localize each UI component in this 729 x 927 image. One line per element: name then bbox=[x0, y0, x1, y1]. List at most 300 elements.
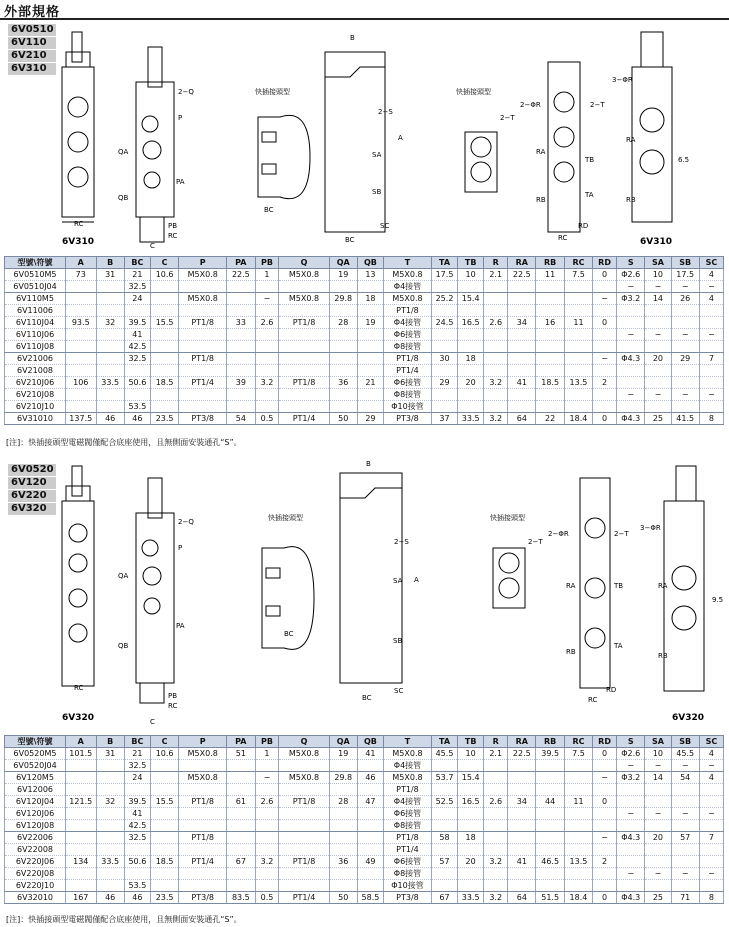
table-cell bbox=[227, 305, 255, 317]
table-cell bbox=[671, 784, 699, 796]
table-cell: 41.5 bbox=[671, 413, 699, 425]
table-cell bbox=[96, 844, 124, 856]
model-tag: 6V220 bbox=[8, 490, 56, 502]
table-cell: PT3/8 bbox=[179, 413, 227, 425]
table-cell: 18.4 bbox=[564, 892, 592, 904]
table-cell bbox=[536, 305, 564, 317]
table-row bbox=[5, 353, 724, 365]
table-row bbox=[5, 305, 724, 317]
table-cell: 45.5 bbox=[671, 748, 699, 760]
table-cell bbox=[329, 401, 357, 413]
column-header: SC bbox=[699, 257, 723, 269]
table-cell: 46.5 bbox=[536, 856, 564, 868]
table-cell: 19 bbox=[329, 748, 357, 760]
table-cell: 34 bbox=[508, 796, 536, 808]
table-cell: 6V0520J04 bbox=[5, 760, 66, 772]
table-cell: PT3/8 bbox=[384, 413, 432, 425]
table-cell bbox=[329, 341, 357, 353]
table-cell: 33.5 bbox=[458, 892, 484, 904]
table-cell: 37 bbox=[431, 413, 457, 425]
table-cell bbox=[593, 784, 617, 796]
table-cell: 6V110J06 bbox=[5, 329, 66, 341]
table-cell bbox=[227, 389, 255, 401]
table-cell bbox=[66, 281, 97, 293]
column-header: TA bbox=[431, 736, 457, 748]
dim-label: RB bbox=[626, 196, 636, 204]
table-cell bbox=[593, 305, 617, 317]
dim-label: 2−ΦR bbox=[548, 530, 569, 538]
table-cell bbox=[617, 820, 645, 832]
table-cell bbox=[66, 772, 97, 784]
table-cell bbox=[357, 401, 383, 413]
table-cell bbox=[431, 808, 457, 820]
model-tag: 6V120 bbox=[8, 477, 56, 489]
technical-drawing-1 bbox=[0, 22, 729, 252]
table-cell: 46 bbox=[96, 892, 124, 904]
table-cell: 6V0520M5 bbox=[5, 748, 66, 760]
table-cell bbox=[458, 784, 484, 796]
column-header: T bbox=[384, 736, 432, 748]
column-header: BC bbox=[124, 736, 150, 748]
table-cell bbox=[66, 880, 97, 892]
table-cell bbox=[458, 305, 484, 317]
table-cell bbox=[227, 760, 255, 772]
table-cell: 18 bbox=[357, 293, 383, 305]
table-cell: 46 bbox=[124, 892, 150, 904]
table-cell: 6V210J10 bbox=[5, 401, 66, 413]
table-cell: 28 bbox=[329, 796, 357, 808]
table-cell bbox=[150, 760, 178, 772]
view-label: 6V320 bbox=[62, 713, 95, 723]
column-header: RD bbox=[593, 257, 617, 269]
table-cell bbox=[255, 401, 279, 413]
table-cell bbox=[484, 293, 508, 305]
table-cell: 28 bbox=[329, 317, 357, 329]
table-cell: 11 bbox=[564, 796, 592, 808]
table-cell: 3.2 bbox=[484, 856, 508, 868]
column-header: SA bbox=[645, 736, 671, 748]
table-cell: 18.5 bbox=[536, 377, 564, 389]
column-header: QB bbox=[357, 736, 383, 748]
table-cell bbox=[150, 772, 178, 784]
table-cell: 57 bbox=[671, 832, 699, 844]
table-cell: Φ2.6 bbox=[617, 748, 645, 760]
table-cell: 51.5 bbox=[536, 892, 564, 904]
table-cell bbox=[255, 832, 279, 844]
table-cell: 71 bbox=[671, 892, 699, 904]
table-cell bbox=[150, 844, 178, 856]
table-cell bbox=[593, 365, 617, 377]
table-cell: − bbox=[671, 808, 699, 820]
table-cell: 0 bbox=[593, 269, 617, 281]
dim-label: SC bbox=[394, 687, 404, 695]
table-cell bbox=[564, 353, 592, 365]
dim-label: 2−T bbox=[614, 530, 629, 538]
table-cell bbox=[593, 868, 617, 880]
table-cell bbox=[458, 808, 484, 820]
dim-label: 2−T bbox=[590, 101, 605, 109]
table-cell bbox=[329, 760, 357, 772]
table-cell bbox=[536, 365, 564, 377]
table-cell bbox=[536, 880, 564, 892]
table-cell bbox=[508, 389, 536, 401]
table-cell bbox=[329, 281, 357, 293]
table-cell: 33.5 bbox=[458, 413, 484, 425]
table-cell bbox=[96, 365, 124, 377]
table-cell: 29.8 bbox=[329, 772, 357, 784]
table-cell: 16 bbox=[536, 317, 564, 329]
table-cell bbox=[179, 844, 227, 856]
table-cell bbox=[617, 796, 645, 808]
view-label: 6V310 bbox=[640, 237, 673, 247]
table-cell bbox=[458, 329, 484, 341]
table-cell: 67 bbox=[227, 856, 255, 868]
table-row bbox=[5, 293, 724, 305]
table-cell bbox=[227, 329, 255, 341]
table-cell bbox=[484, 760, 508, 772]
table-cell bbox=[593, 389, 617, 401]
table-cell: 2 bbox=[593, 856, 617, 868]
table-cell: 42.5 bbox=[124, 820, 150, 832]
table-cell: 8 bbox=[699, 892, 723, 904]
table-cell bbox=[150, 305, 178, 317]
table-cell: PT1/4 bbox=[384, 844, 432, 856]
table-cell bbox=[179, 329, 227, 341]
table-cell: 22 bbox=[536, 413, 564, 425]
table-cell bbox=[357, 365, 383, 377]
column-header: P bbox=[179, 736, 227, 748]
table-cell bbox=[536, 293, 564, 305]
table-cell: 33.5 bbox=[96, 856, 124, 868]
table-cell: 6V22006 bbox=[5, 832, 66, 844]
table-cell bbox=[564, 760, 592, 772]
table-cell bbox=[255, 353, 279, 365]
table-cell: − bbox=[593, 293, 617, 305]
column-header: SC bbox=[699, 736, 723, 748]
table-cell: 64 bbox=[508, 892, 536, 904]
table-cell: M5X0.8 bbox=[179, 748, 227, 760]
table-cell bbox=[357, 868, 383, 880]
table-cell bbox=[536, 844, 564, 856]
table-cell bbox=[357, 281, 383, 293]
table-cell: 39 bbox=[227, 377, 255, 389]
table-cell bbox=[536, 281, 564, 293]
column-header: PB bbox=[255, 257, 279, 269]
table-cell: 24.5 bbox=[431, 317, 457, 329]
table-cell bbox=[96, 341, 124, 353]
table-cell bbox=[179, 389, 227, 401]
table-cell bbox=[564, 401, 592, 413]
table-cell: 50 bbox=[329, 413, 357, 425]
table-cell: 6V0510J04 bbox=[5, 281, 66, 293]
column-header: PA bbox=[227, 736, 255, 748]
table-cell: 13.5 bbox=[564, 856, 592, 868]
table-cell bbox=[484, 365, 508, 377]
table-cell bbox=[227, 820, 255, 832]
table-cell bbox=[536, 353, 564, 365]
table-cell: Φ4接管 bbox=[384, 317, 432, 329]
table-cell: 58 bbox=[431, 832, 457, 844]
table-cell: 33.5 bbox=[96, 377, 124, 389]
table-cell: 3.2 bbox=[484, 413, 508, 425]
table-cell bbox=[699, 317, 723, 329]
table-cell: 16.5 bbox=[458, 317, 484, 329]
table-cell: − bbox=[593, 832, 617, 844]
table-cell: − bbox=[645, 808, 671, 820]
table-cell bbox=[536, 820, 564, 832]
table-cell: − bbox=[671, 868, 699, 880]
table-cell: 31 bbox=[96, 748, 124, 760]
table-cell: 32 bbox=[96, 796, 124, 808]
table-cell: M5X0.8 bbox=[279, 293, 329, 305]
table-cell: Φ8接管 bbox=[384, 389, 432, 401]
table-cell bbox=[617, 401, 645, 413]
table-cell bbox=[508, 305, 536, 317]
table-cell: PT3/8 bbox=[384, 892, 432, 904]
table-cell bbox=[645, 317, 671, 329]
table-cell: 1 bbox=[255, 269, 279, 281]
table-cell: 21 bbox=[357, 377, 383, 389]
dim-label: RC bbox=[558, 234, 568, 242]
table-cell bbox=[329, 305, 357, 317]
table-cell: 15.4 bbox=[458, 772, 484, 784]
table-cell bbox=[357, 353, 383, 365]
table-cell bbox=[227, 880, 255, 892]
table-cell bbox=[431, 820, 457, 832]
table-cell bbox=[508, 401, 536, 413]
dim-label: RA bbox=[566, 582, 576, 590]
table-cell: 6V120J08 bbox=[5, 820, 66, 832]
table-cell: − bbox=[645, 868, 671, 880]
table-cell bbox=[645, 401, 671, 413]
dim-label: P bbox=[178, 544, 183, 552]
table-cell: − bbox=[645, 760, 671, 772]
table-cell bbox=[329, 880, 357, 892]
dim-label: BC bbox=[362, 694, 372, 702]
dim-label: QB bbox=[118, 642, 129, 650]
table-cell bbox=[227, 341, 255, 353]
table-cell: 10 bbox=[645, 748, 671, 760]
table-cell: PT1/4 bbox=[179, 377, 227, 389]
table-cell: 18.4 bbox=[564, 413, 592, 425]
column-header: RB bbox=[536, 736, 564, 748]
table-cell: 2.6 bbox=[484, 317, 508, 329]
table-cell: 36 bbox=[329, 377, 357, 389]
table-cell bbox=[699, 784, 723, 796]
column-header: S bbox=[617, 257, 645, 269]
table-cell: 6V110M5 bbox=[5, 293, 66, 305]
table-cell: 3.2 bbox=[255, 377, 279, 389]
table-cell bbox=[431, 341, 457, 353]
dim-label: PB bbox=[168, 222, 178, 230]
table-cell bbox=[536, 389, 564, 401]
table-cell bbox=[124, 868, 150, 880]
table-cell bbox=[150, 281, 178, 293]
table-cell: 2.1 bbox=[484, 269, 508, 281]
model-tag: 6V310 bbox=[8, 63, 56, 75]
table-cell: 7 bbox=[699, 832, 723, 844]
table-cell bbox=[593, 341, 617, 353]
table-cell bbox=[96, 772, 124, 784]
table-cell bbox=[66, 784, 97, 796]
dim-label: C bbox=[150, 242, 155, 250]
dim-label: SA bbox=[372, 151, 382, 159]
table-cell bbox=[536, 329, 564, 341]
table-cell bbox=[458, 281, 484, 293]
table-cell bbox=[96, 293, 124, 305]
table-row bbox=[5, 389, 724, 401]
table-cell bbox=[564, 832, 592, 844]
table-cell: 6V120J04 bbox=[5, 796, 66, 808]
dim-label: 2−S bbox=[394, 538, 409, 546]
table-cell bbox=[179, 401, 227, 413]
table-cell bbox=[536, 868, 564, 880]
table-cell: 50.6 bbox=[124, 377, 150, 389]
table-cell: 25.2 bbox=[431, 293, 457, 305]
technical-drawing-2 bbox=[0, 458, 729, 728]
table-cell: 44 bbox=[536, 796, 564, 808]
dim-label: RC bbox=[168, 702, 178, 710]
table-cell: Φ8接管 bbox=[384, 820, 432, 832]
table-cell bbox=[255, 389, 279, 401]
table-cell: 18.5 bbox=[150, 856, 178, 868]
table-row bbox=[5, 868, 724, 880]
table-cell bbox=[536, 760, 564, 772]
table-cell bbox=[645, 856, 671, 868]
table-cell: − bbox=[593, 772, 617, 784]
dim-label: SB bbox=[393, 637, 403, 645]
dim-label: BC bbox=[264, 206, 274, 214]
table-cell: − bbox=[617, 389, 645, 401]
table-cell: 10 bbox=[458, 269, 484, 281]
table-cell: 32.5 bbox=[124, 832, 150, 844]
table-cell: 31 bbox=[96, 269, 124, 281]
table-cell bbox=[671, 820, 699, 832]
table-cell: M5X0.8 bbox=[279, 269, 329, 281]
table-cell bbox=[179, 365, 227, 377]
table-cell bbox=[279, 365, 329, 377]
table-cell: M5X0.8 bbox=[384, 748, 432, 760]
table-cell: 53.5 bbox=[124, 880, 150, 892]
table-cell bbox=[96, 760, 124, 772]
table-cell bbox=[508, 329, 536, 341]
table-cell: 167 bbox=[66, 892, 97, 904]
table-cell bbox=[484, 844, 508, 856]
table-cell bbox=[699, 844, 723, 856]
table-cell bbox=[431, 760, 457, 772]
table-cell bbox=[564, 305, 592, 317]
table-cell: 2 bbox=[593, 377, 617, 389]
table-cell bbox=[150, 353, 178, 365]
table-cell bbox=[357, 760, 383, 772]
table-cell bbox=[484, 329, 508, 341]
table-cell bbox=[645, 820, 671, 832]
table-cell: PT1/4 bbox=[279, 413, 329, 425]
table-cell bbox=[150, 329, 178, 341]
table-cell bbox=[508, 293, 536, 305]
column-header: SB bbox=[671, 257, 699, 269]
table-cell: PT1/8 bbox=[279, 856, 329, 868]
table-row bbox=[5, 844, 724, 856]
table-cell: 2.1 bbox=[484, 748, 508, 760]
table-cell bbox=[279, 353, 329, 365]
column-header: QA bbox=[329, 736, 357, 748]
table-cell bbox=[179, 341, 227, 353]
table-cell bbox=[96, 832, 124, 844]
table-cell bbox=[66, 808, 97, 820]
table-cell: 10 bbox=[645, 269, 671, 281]
table-cell: 3.2 bbox=[484, 377, 508, 389]
table-cell: − bbox=[699, 329, 723, 341]
column-header: C bbox=[150, 736, 178, 748]
table-cell bbox=[150, 808, 178, 820]
table-cell: 3.2 bbox=[484, 892, 508, 904]
table-cell: 20 bbox=[645, 353, 671, 365]
table-cell: 15.5 bbox=[150, 317, 178, 329]
table-cell bbox=[255, 329, 279, 341]
table-cell bbox=[593, 329, 617, 341]
table-cell: 51 bbox=[227, 748, 255, 760]
table-cell: 32.5 bbox=[124, 353, 150, 365]
table-cell bbox=[279, 832, 329, 844]
table-cell bbox=[564, 389, 592, 401]
table-cell bbox=[66, 820, 97, 832]
table-cell: − bbox=[645, 329, 671, 341]
column-header: PB bbox=[255, 736, 279, 748]
dim-label: SC bbox=[380, 222, 390, 230]
dim-label: BC bbox=[284, 630, 294, 638]
table-cell: PT1/8 bbox=[179, 832, 227, 844]
table-note: [注]：快插接頭型電磁閥僅配合底座使用，且無側面安裝通孔“S”。 bbox=[6, 438, 242, 447]
table-cell bbox=[699, 365, 723, 377]
table-cell: 32 bbox=[96, 317, 124, 329]
model-tag: 6V110 bbox=[8, 37, 56, 49]
table-cell bbox=[508, 784, 536, 796]
column-header: R bbox=[484, 257, 508, 269]
dim-label: P bbox=[178, 114, 183, 122]
column-header: C bbox=[150, 257, 178, 269]
table-cell: 18 bbox=[458, 353, 484, 365]
table-cell: 61 bbox=[227, 796, 255, 808]
table-cell bbox=[671, 377, 699, 389]
table-cell bbox=[617, 317, 645, 329]
table-cell bbox=[645, 365, 671, 377]
table-cell: 7.5 bbox=[564, 748, 592, 760]
table-cell bbox=[645, 796, 671, 808]
table-cell: Φ3.2 bbox=[617, 293, 645, 305]
table-cell bbox=[150, 868, 178, 880]
table-body-2 bbox=[5, 748, 724, 904]
table-cell: 47 bbox=[357, 796, 383, 808]
table-cell bbox=[96, 868, 124, 880]
table-cell bbox=[150, 365, 178, 377]
table-cell bbox=[536, 772, 564, 784]
table-cell bbox=[329, 353, 357, 365]
table-cell bbox=[227, 293, 255, 305]
table-cell: 6V110J04 bbox=[5, 317, 66, 329]
table-cell bbox=[699, 820, 723, 832]
table-cell: 6V12006 bbox=[5, 784, 66, 796]
table-cell bbox=[357, 820, 383, 832]
table-cell bbox=[431, 401, 457, 413]
table-cell bbox=[484, 281, 508, 293]
table-cell: 13.5 bbox=[564, 377, 592, 389]
table-cell: 49 bbox=[357, 856, 383, 868]
table-cell bbox=[279, 880, 329, 892]
table-cell bbox=[617, 377, 645, 389]
table-cell bbox=[150, 401, 178, 413]
table-cell bbox=[617, 365, 645, 377]
